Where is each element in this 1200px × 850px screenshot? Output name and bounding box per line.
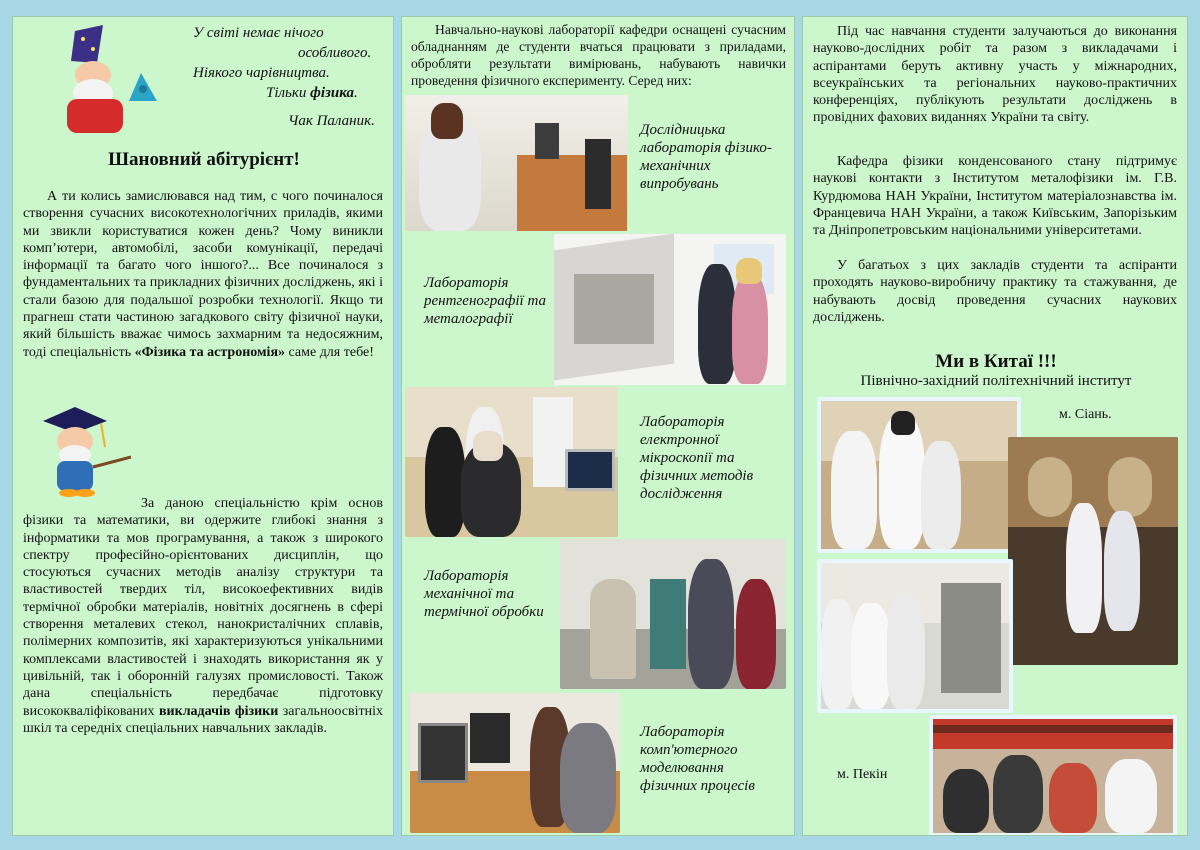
research-paragraph: Під час навчання студенти залучаються до виконання науково-дослідних робіт та разом з викладачами і аспірантами беруть активну участь у міжнародних, всеукраїнських та регіональних науково-практичних конференціях, публікують результати досліджень в провідних фахових виданнях України та світу. (813, 24, 1177, 126)
city-label-beijing: м. Пекін (837, 767, 888, 782)
epigraph-bold: фізика (310, 85, 354, 101)
wizard-illustration (53, 23, 165, 135)
china-photo-plant (1008, 437, 1178, 665)
teachers-highlight: викладачів фізики (159, 703, 279, 719)
lab-photo-heat-treatment (560, 539, 786, 689)
right-panel (802, 16, 1188, 836)
program-text: За даною спеціальністю крім основ фізики та математики, ви одержите глибокі знання з інформатики та мов програмування, а також з широкого спектру професійно-орієнтованих дисциплін, що стосуються сучасних методів аналізу структури та властивостей твердих тіл, високоефективних видів термічної обробки матеріалів, новітніх досягнень в сфері створення металевих стекол, нанокристалічних сплавів, полімерних композитів, які характеризуються унікальними комплексами властивостей і знаходять використання як у цивільній, так і оборонній галузях промисловості. Також дана спеціальність передбачає підготовку висококваліфікованих (23, 496, 383, 719)
epigraph-line (193, 83, 388, 103)
intro-text: А ти колись замислювався над тим, с чого починалося створення сучасних високотехнологічних приладів, якими ми звикли користуватися кожен день? Чому виникли комп’ютери, автомобілі, засоби комунікації, передачі інформації та багато чого іншого?... Все починалося з фундаментальних та прикладних фізичних досліджень, які і стали базою для подальшої розробки технології. Якщо ти прагнеш стати частиною загадкового світу фізичної науки, який більшість вважає чимось захмарним та недосяжним, тоді спеціальність (23, 189, 383, 360)
china-photo-beijing (929, 715, 1177, 836)
professor-illustration (35, 403, 135, 499)
lab-photo-mechanical-testing (405, 95, 628, 231)
program-tail: загальноосвітніх шкіл та середніх спеціальних навчальних закладів. (23, 703, 383, 736)
lab-photo-electron-microscopy (405, 387, 618, 537)
intro-tail: саме для тебе! (285, 344, 374, 360)
epigraph-line: Ніякого чарівництва. (193, 65, 330, 81)
lab-caption: Лабораторія комп'ютерного моделювання фізичних процесів (640, 724, 755, 794)
lab-caption: Лабораторія електронної мікроскопії та фізичних методів дослідження (640, 414, 754, 502)
contacts-paragraph: Кафедра фізики конденсованого стану підтримує наукові контакти з Інститутом металофізики ім. Г.В. Курдюмова НАН України, Інститутом матеріалознавства ім. Францевича НАН України, а також Київським, Запорізьким та Дніпропетровським національними університетами. (813, 154, 1177, 239)
china-photo-chem-lab (817, 559, 1013, 713)
epigraph-text: . (353, 85, 358, 101)
lab-caption: Лабораторія рентгенографії та металографії (424, 275, 546, 327)
china-heading: Ми в Китаї !!! (935, 351, 1057, 372)
left-panel (12, 16, 394, 836)
epigraph-line: особливого. (298, 45, 372, 61)
china-subheading: Північно-західний політехнічний інститут (860, 373, 1132, 389)
intro-paragraph (23, 188, 383, 361)
lab-caption: Лабораторія механічної та термічної обробки (424, 568, 544, 620)
epigraph-text: Тільки (266, 85, 311, 101)
practice-paragraph: У багатьох з цих закладів студенти та аспіранти проходять науково-виробничу практику та стажування, де набувають досвід проведення сучасних наукових досліджень. (813, 258, 1177, 325)
program-paragraph (23, 495, 383, 737)
epigraph (193, 23, 388, 103)
lab-caption: Дослідницька лабораторія фізико-механічних випробувань (640, 122, 772, 192)
lab-photo-xray (554, 234, 786, 385)
lab-photo-computer-modeling (410, 693, 620, 833)
middle-panel (401, 16, 795, 836)
specialty-name: «Фізика та астрономія» (134, 344, 286, 360)
epigraph-author: Чак Паланик. (288, 113, 375, 129)
greeting-heading: Шановний абітурієнт! (108, 149, 300, 170)
labs-intro: Навчально-наукові лабораторії кафедри оснащені сучасним обладнанням де студенти вчаться працювати з приладами, обробляти результати вимірювань, набувають навички проведення фізичного експерименту. Серед них: (411, 22, 786, 88)
china-photo-lab-group (817, 397, 1021, 553)
epigraph-line: У світі немає нічого (193, 25, 324, 41)
city-label-xian: м. Сіань. (1059, 407, 1112, 422)
